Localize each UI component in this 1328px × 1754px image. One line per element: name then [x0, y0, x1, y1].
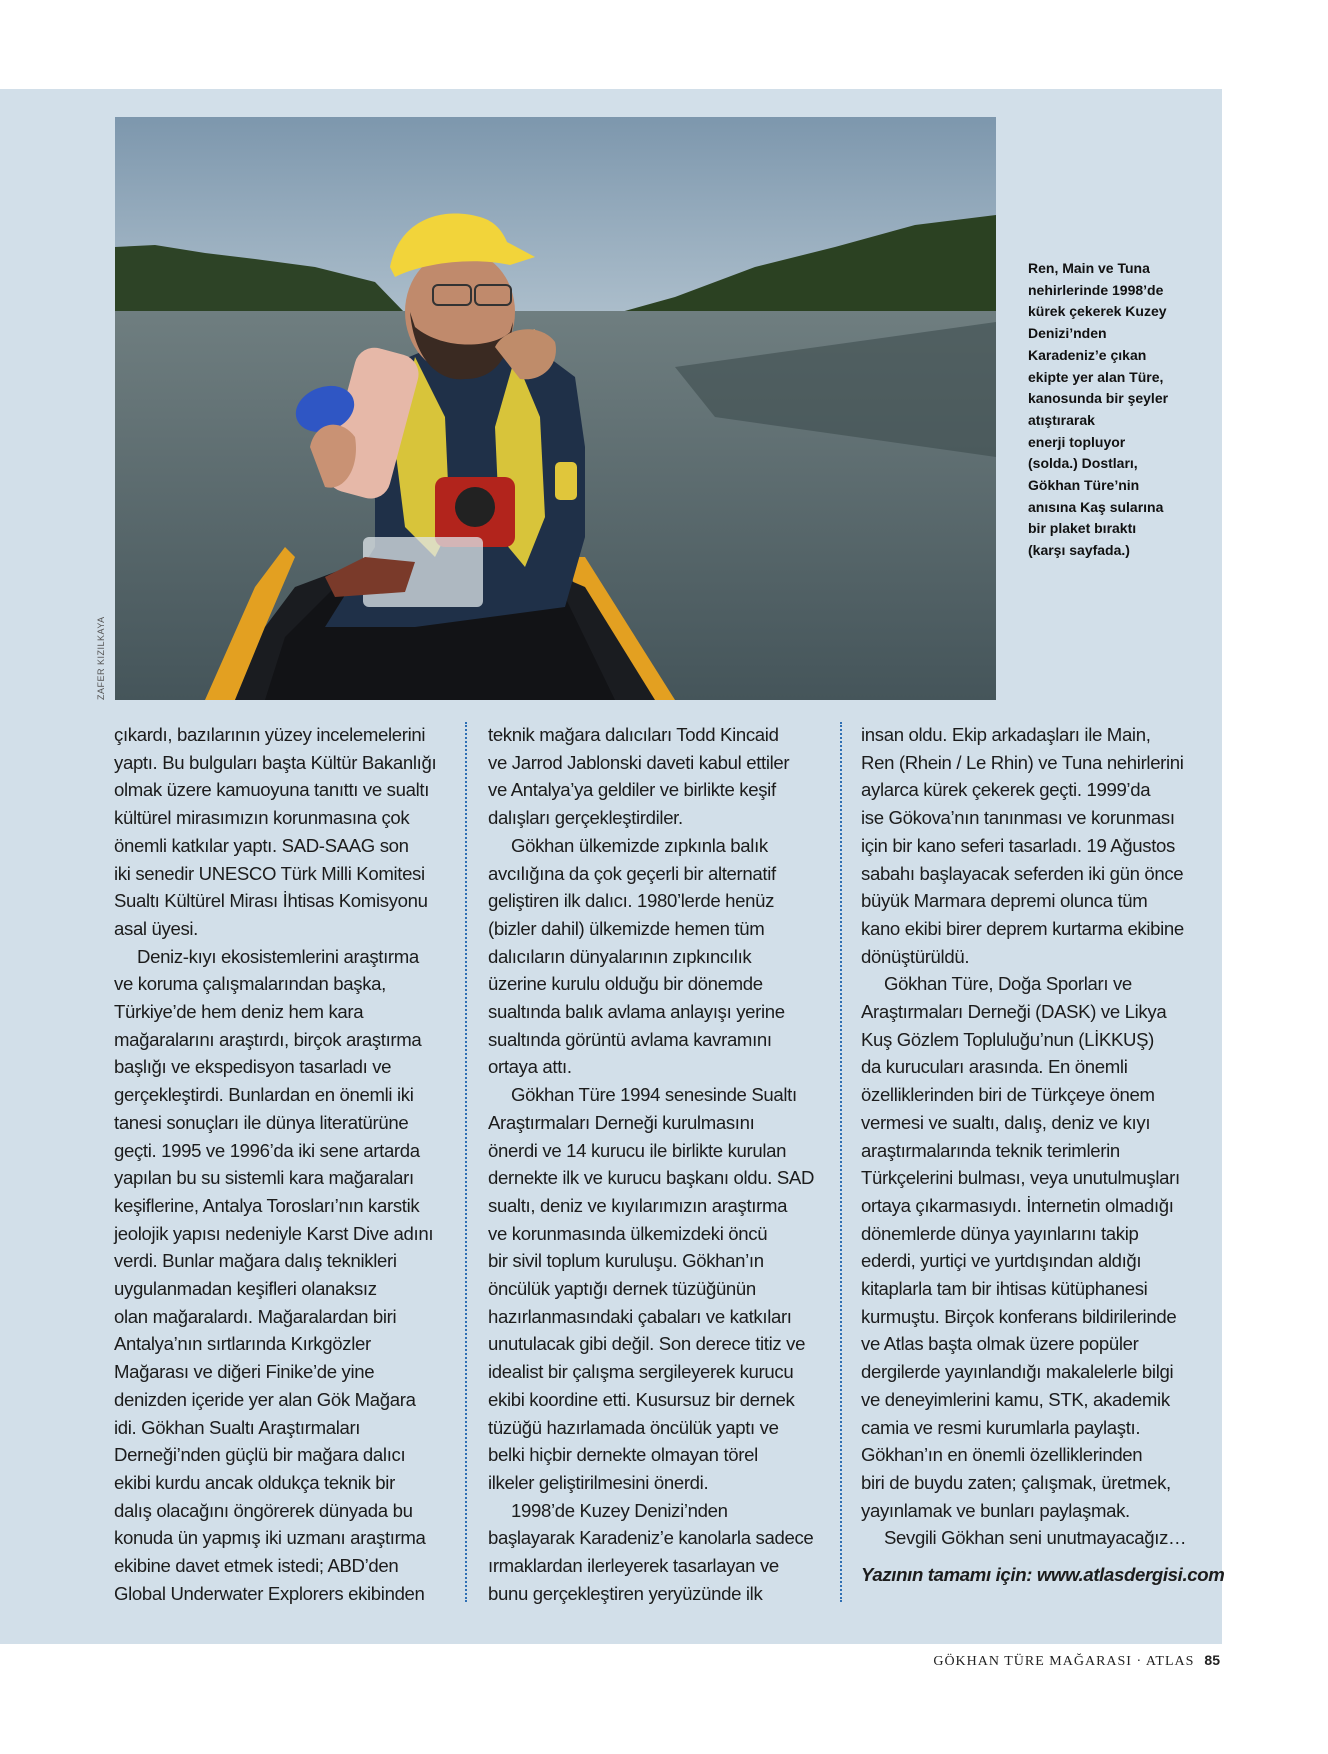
text-line: Deniz-kıyı ekosistemlerini araştırma	[137, 945, 419, 967]
kayaker-photo-illustration	[115, 117, 996, 700]
text-line: dergilerde yayınlandığı makalelerle bilgi	[861, 1361, 1174, 1383]
text-line: ekibine davet etmek istedi; ABD’den	[114, 1555, 399, 1577]
text-line: (bizler dahil) ülkemizde hemen tüm	[488, 917, 765, 939]
text-line: denizden içeride yer alan Gök Mağara	[114, 1388, 416, 1410]
text-line: özelliklerinden biri de Türkçeye önem	[861, 1084, 1155, 1106]
text-line: dalış olacağını öngörerek dünyada bu	[114, 1499, 413, 1521]
text-line: Türkçelerini bulması, veya unutulmuşları	[861, 1167, 1180, 1189]
text-column-2	[488, 721, 828, 1608]
text-line: hazırlanmasındaki çabaları ve katkıları	[488, 1305, 792, 1327]
text-line: mağaralarını araştırdı, birçok araştırma	[114, 1028, 422, 1050]
text-line: Gökhan ülkemizde zıpkınla balık	[511, 834, 768, 856]
caption-line: Karadeniz’e çıkan	[1028, 346, 1147, 363]
text-line: Global Underwater Explorers ekibinden	[114, 1582, 425, 1604]
text-line: Kuş Gözlem Topluluğu’nun (LİKKUŞ)	[861, 1028, 1154, 1050]
text-line: avcılığına da çok geçerli bir alternatif	[488, 862, 776, 884]
article-photo	[115, 117, 996, 700]
text-line: yayınlamak ve bunları paylaşmak.	[861, 1499, 1130, 1521]
text-line: dalışları gerçekleştirdiler.	[488, 807, 683, 829]
text-line: geçti. 1995 ve 1996’da iki sene artarda	[114, 1139, 420, 1161]
text-line: kurmuştu. Birçok konferans bildirilerinde	[861, 1305, 1177, 1327]
text-line: öncülük yaptığı dernek tüzüğünün	[488, 1278, 756, 1300]
text-line: verdi. Bunlar mağara dalış teknikleri	[114, 1250, 397, 1272]
text-line: olan mağaralardı. Mağaralardan biri	[114, 1305, 397, 1327]
text-line: teknik mağara dalıcıları Todd Kincaid	[488, 724, 779, 745]
caption-line: kürek çekerek Kuzey	[1028, 303, 1167, 320]
text-line: yaptı. Bu bulguları başta Kültür Bakanlığı	[114, 751, 437, 773]
caption-line: (solda.) Dostları,	[1028, 455, 1138, 472]
text-line: Gökhan Türe 1994 senesinde Sualtı	[511, 1084, 797, 1106]
caption-line: Ren, Main ve Tuna	[1028, 260, 1150, 276]
text-line: Mağarası ve diğeri Finike’de yine	[114, 1361, 375, 1383]
column-divider	[840, 722, 842, 1602]
web-footnote: Yazının tamamı için: www.atlasdergisi.com	[861, 1564, 1225, 1586]
text-line: başlayarak Karadeniz’e kanolarla sadece	[488, 1527, 814, 1549]
text-line: ve korunmasında ülkemizdeki öncü	[488, 1222, 768, 1244]
text-line: ve Antalya’ya geldiler ve birlikte keşif	[488, 779, 776, 801]
caption-line: atıştırarak	[1028, 411, 1095, 428]
caption-line: enerji topluyor	[1028, 433, 1126, 450]
text-line: çıkardı, bazılarının yüzey incelemelerini	[114, 724, 426, 745]
text-line: ortaya attı.	[488, 1056, 572, 1078]
text-line: Ren (Rhein / Le Rhin) ve Tuna nehirlerini	[861, 751, 1184, 773]
text-line: önemli katkılar yaptı. SAD-SAAG son	[114, 834, 409, 856]
text-line: uygulanmadan keşifleri olanaksız	[114, 1278, 377, 1300]
text-line: Derneği’nden güçlü bir mağara dalıcı	[114, 1444, 406, 1466]
text-line: kano ekibi birer deprem kurtarma ekibine	[861, 917, 1184, 939]
text-line: ortaya çıkarmasıydı. İnternetin olmadığı	[861, 1194, 1174, 1216]
caption-line: kanosunda bir şeyler	[1028, 390, 1169, 407]
text-line: geliştiren ilk dalıcı. 1980’lerde henüz	[488, 890, 775, 912]
text-line: tanesi sonuçları ile dünya literatürüne	[114, 1111, 409, 1133]
caption-line: nehirlerinde 1998’de	[1028, 281, 1164, 298]
caption-line: (karşı sayfada.)	[1028, 542, 1130, 559]
text-line: olmak üzere kamuoyuna tanıttı ve sualtı	[114, 779, 430, 801]
caption-line: Denizi’nden	[1028, 325, 1107, 342]
text-line: sualtı, deniz ve kıyılarımızın araştırma	[488, 1194, 788, 1216]
text-line: ilkeler geliştirilmesini önerdi.	[488, 1471, 709, 1493]
text-line: jeolojik yapısı nedeniyle Karst Dive adını	[114, 1222, 434, 1244]
caption-line: Gökhan Türe’nin	[1028, 477, 1140, 494]
text-line: Gökhan’ın en önemli özelliklerinden	[861, 1444, 1143, 1466]
text-line: 1998’de Kuzey Denizi’nden	[511, 1499, 728, 1521]
text-line: üzerine kurulu olduğu bir dönemde	[488, 973, 763, 995]
text-line: ırmaklardan ilerleyerek tasarlayan ve	[488, 1555, 779, 1577]
photo-credit: ZAFER KIZILKAYA	[96, 616, 106, 700]
text-line: dönüştürüldü.	[861, 945, 970, 967]
text-line: ve koruma çalışmalarından başka,	[114, 973, 386, 995]
text-line: Sualtı Kültürel Mirası İhtisas Komisyonu	[114, 890, 428, 912]
text-line: gerçekleştirdi. Bunlardan en önemli iki	[114, 1084, 414, 1106]
text-line: keşiflerine, Antalya Torosları’nın karstik	[114, 1194, 420, 1216]
text-line: tüzüğü hazırlamada öncülük yaptı ve	[488, 1416, 779, 1438]
text-line: Antalya’nın sırtlarında Kırkgözler	[114, 1333, 371, 1355]
text-line: ve deneyimlerini kamu, STK, akademik	[861, 1388, 1170, 1410]
text-line: camia ve resmi kurumlarla paylaştı.	[861, 1416, 1141, 1438]
text-line: sualtında balık avlama anlayışı yerine	[488, 1001, 785, 1023]
text-line: araştırmalarında teknik terimlerin	[861, 1139, 1120, 1161]
text-line: yapılan bu su sistemli kara mağaraları	[114, 1167, 414, 1189]
text-line: ekibi kurdu ancak oldukça teknik bir	[114, 1471, 395, 1493]
text-line: ise Gökova’nın tanınması ve korunması	[861, 807, 1175, 829]
text-line: Araştırmaları Derneği kurulmasını	[488, 1111, 755, 1133]
caption-line: ekipte yer alan Türe,	[1028, 368, 1164, 385]
text-line: ve Jarrod Jablonski daveti kabul ettiler	[488, 751, 790, 773]
text-column-3	[861, 721, 1225, 1589]
text-line: insan oldu. Ekip arkadaşları ile Main,	[861, 724, 1151, 745]
text-line: kitaplarla tam bir ihtisas kütüphanesi	[861, 1278, 1148, 1300]
text-line: konuda ün yapmış iki uzmanı araştırma	[114, 1527, 426, 1549]
text-line: dalıcıların dünyalarının zıpkıncılık	[488, 945, 752, 967]
text-line: idealist bir çalışma sergileyerek kurucu	[488, 1361, 794, 1383]
column-divider	[465, 722, 467, 1602]
text-line: iki senedir UNESCO Türk Milli Komitesi	[114, 862, 425, 884]
page-footer	[933, 1652, 1220, 1670]
caption-line: bir plaket bıraktı	[1028, 520, 1137, 537]
text-column-1	[114, 721, 444, 1608]
text-line: Türkiye’de hem deniz hem kara	[114, 1001, 364, 1023]
text-line: biri de buydu zaten; çalışmak, üretmek,	[861, 1471, 1171, 1493]
text-line: bir sivil toplum kuruluşu. Gökhan’ın	[488, 1250, 764, 1272]
text-line: önerdi ve 14 kurucu ile birlikte kurulan	[488, 1139, 787, 1161]
text-line: ekibi koordine etti. Kusursuz bir dernek	[488, 1388, 795, 1410]
text-line: için bir kano seferi tasarladı. 19 Ağustos	[861, 834, 1175, 856]
text-line: unutulacak gibi değil. Son derece titiz ve	[488, 1333, 806, 1355]
text-line: asal üyesi.	[114, 917, 198, 939]
text-line: büyük Marmara depremi olunca tüm	[861, 890, 1148, 912]
text-line: dönemlerde dünya yayınlarını takip	[861, 1222, 1139, 1244]
text-line: bunu gerçekleştiren yeryüzünde ilk	[488, 1582, 763, 1604]
text-line: kültürel mirasımızın korunmasına çok	[114, 807, 410, 829]
text-line: ederdi, yurtiçi ve yurtdışından aldığı	[861, 1250, 1142, 1272]
text-line: dernekte ilk ve kurucu başkanı oldu. SAD	[488, 1167, 815, 1189]
text-line: ve Atlas başta olmak üzere popüler	[861, 1333, 1139, 1355]
text-line: başlığı ve ekspedisyon tasarladı ve	[114, 1056, 392, 1078]
text-line: vermesi ve sualtı, dalış, deniz ve kıyı	[861, 1111, 1151, 1133]
text-line: belki hiçbir dernekte olmayan törel	[488, 1444, 758, 1466]
text-line: aylarca kürek çekerek geçti. 1999’da	[861, 779, 1151, 801]
text-line: sabahı başlayacak seferden iki gün önce	[861, 862, 1184, 884]
running-title: GÖKHAN TÜRE MAĞARASI · ATLAS	[933, 1654, 1195, 1669]
text-line: idi. Gökhan Sualtı Araştırmaları	[114, 1416, 361, 1438]
text-line: Gökhan Türe, Doğa Sporları ve	[884, 973, 1132, 995]
text-line: Sevgili Gökhan seni unutmayacağız…	[884, 1527, 1187, 1549]
photo-caption	[1028, 258, 1178, 562]
caption-line: anısına Kaş sularına	[1028, 498, 1164, 515]
text-line: sualtında görüntü avlama kavramını	[488, 1028, 772, 1050]
text-line: Araştırmaları Derneği (DASK) ve Likya	[861, 1001, 1167, 1023]
page-number: 85	[1204, 1652, 1220, 1668]
text-line: da kurucuları arasında. En önemli	[861, 1056, 1128, 1078]
